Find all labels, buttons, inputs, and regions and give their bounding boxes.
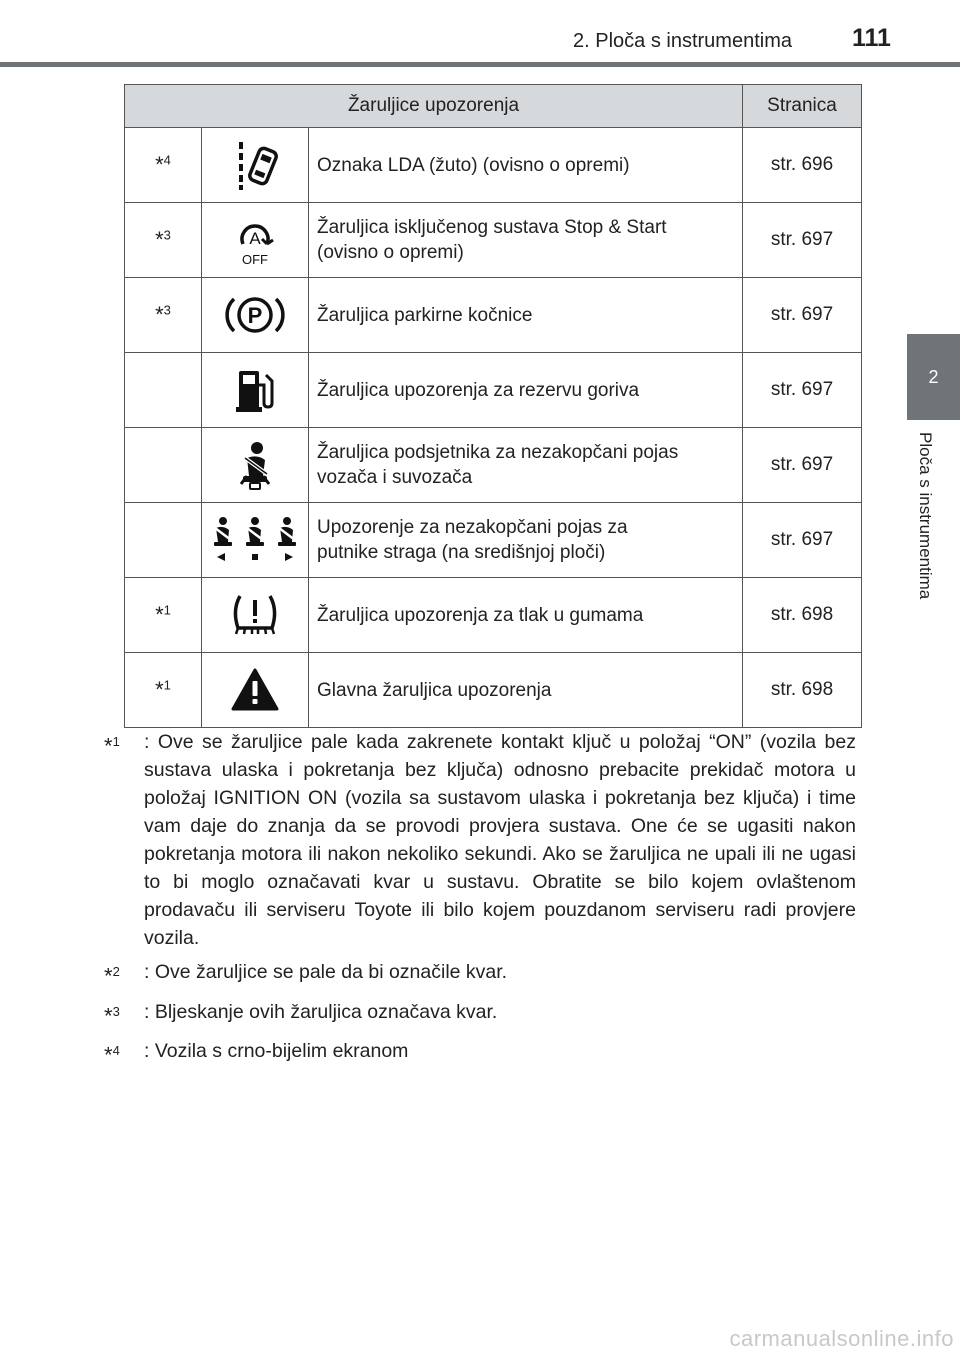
- watermark: carmanualsonline.info: [729, 1326, 954, 1351]
- page-reference: str. 698: [743, 653, 862, 728]
- table-row: [125, 278, 862, 353]
- fuel-pump-icon: [233, 365, 277, 415]
- stop-start-off-icon: [230, 214, 280, 266]
- tire-pressure-icon: [228, 590, 282, 640]
- footnote: *$^3$ : Bljeskanje ovih žaruljica označava kvar.: [104, 998, 856, 1032]
- page-reference: str. 697: [743, 503, 862, 578]
- rear-seatbelt-icon: [205, 515, 305, 565]
- svg-text:A: A: [249, 229, 261, 248]
- footnote-text: : Bljeskanje ovih žaruljica označava kvar.: [144, 1000, 498, 1023]
- header-rule: [0, 62, 960, 67]
- chapter-label: Ploča s instrumentima: [916, 432, 935, 600]
- table-row: [125, 578, 862, 653]
- footnotes: [104, 728, 856, 1077]
- table-row: [125, 128, 862, 203]
- light-description: Žaruljica isključenog sustava Stop & Start: [317, 217, 667, 238]
- warning-lights-table: [124, 84, 862, 728]
- table-row: [125, 653, 862, 728]
- light-description: Žaruljica upozorenja za tlak u gumama: [317, 604, 644, 626]
- table-row: Upozorenje za nezakopčani pojas za putnike straga (na središnjoj ploči) str. 697: [125, 503, 862, 578]
- parking-brake-icon: [225, 290, 285, 340]
- footnote-text: : Vozila s crno-bijelim ekranom: [144, 1040, 409, 1062]
- footnote-mark: [125, 503, 202, 578]
- svg-text:OFF: OFF: [242, 252, 268, 266]
- footnote-mark: [125, 428, 202, 503]
- page-reference: str. 698: [743, 578, 862, 653]
- light-description: Žaruljica parkirne kočnice: [317, 304, 533, 326]
- footnote-mark: *$^3$: [125, 278, 202, 353]
- footnote: *$^2$ : Ove žaruljice se pale da bi označile kvar.: [104, 958, 856, 992]
- page-reference: str. 697: [743, 353, 862, 428]
- seatbelt-reminder-icon: [233, 440, 277, 490]
- footnote-text: : Ove žaruljice se pale da bi označile kvar.: [144, 961, 508, 983]
- master-warning-icon: [230, 667, 280, 713]
- page-number: 111: [852, 24, 891, 52]
- table-row: [125, 353, 862, 428]
- lda-lane-departure-icon: [231, 139, 279, 191]
- table-row: Žaruljica podsjetnika za nezakopčani pojas vozača i suvozača str. 697: [125, 428, 862, 503]
- column-header-page: Stranica: [743, 85, 862, 128]
- page-reference: str. 697: [743, 203, 862, 278]
- table-header-row: [125, 85, 862, 128]
- chapter-number: 2: [928, 366, 939, 387]
- light-description: Oznaka LDA (žuto) (ovisno o opremi): [317, 154, 630, 176]
- page-reference: str. 697: [743, 278, 862, 353]
- footnote: *$^4$ : Vozila s crno-bijelim ekranom: [104, 1037, 856, 1071]
- page-reference: str. 696: [743, 128, 862, 203]
- svg-text:P: P: [247, 303, 263, 328]
- column-header-lights: Žaruljice upozorenja: [125, 85, 743, 128]
- page-reference: str. 697: [743, 428, 862, 503]
- table-row: *$^3$ A OFF Žaruljica isključenog sustava Stop & Start (ovisno o opremi) str. 697: [125, 203, 862, 278]
- footnote-mark: *$^1$: [125, 653, 202, 728]
- light-description: Upozorenje za nezakopčani pojas za: [317, 517, 628, 538]
- footnote: *$^1$ : Ove se žaruljice pale kada zakrenete kontakt ključ u položaj “ON” (vozila bez sustava ulaska i pokretanja bez ključa) odnosno prebacite prekidač motora u položaj IGNITION ON (vozila sa sustavom ulaska i pokretanja bez ključa) i time vam daje do znanja da se provodi provjera sustava. One će se ugasiti nakon pokretanja motora ili nakon nekoliko sekundi. Ako se žaruljica ne upali ili ne ugasi to bi moglo označavati kvar u sustavu. Obratite se bilo kojem ovlaštenom prodavaču ili serviseru Toyote ili bilo kojem pouzdanom serviseru radi provjere vozila.: [104, 728, 856, 952]
- light-description: Žaruljica upozorenja za rezervu goriva: [317, 379, 640, 401]
- footnote-mark: *$^4$: [125, 128, 202, 203]
- footnote-mark: *$^3$: [125, 203, 202, 278]
- footnote-mark: *$^1$: [125, 578, 202, 653]
- footnote-mark: [125, 353, 202, 428]
- light-description: Žaruljica podsjetnika za nezakopčani pojas: [317, 442, 679, 463]
- section-title: 2. Ploča s instrumentima: [573, 30, 792, 52]
- chapter-tab: [907, 334, 960, 420]
- light-description: Glavna žaruljica upozorenja: [317, 679, 552, 701]
- footnote-text: : Ove se žaruljice pale kada zakrenete kontakt ključ u položaj “ON” (vozila bez sustava ulaska i pokretanja bez ključa) odnosno prebacite prekidač motora u položaj IGNITION ON (vozila sa sustavom ulaska i pokretanja bez ključa) i time vam daje do znanja da se provodi provjera sustava. One će se ugasiti nakon pokretanja motora ili nakon nekoliko sekundi. Ako se žaruljica ne upali ili ne ugasi to bi moglo označavati kvar u sustavu. Obratite se bilo kojem ovlaštenom prodavaču ili serviseru Toyote ili bilo kojem pouzdanom serviseru radi provjere vozila.: [144, 731, 856, 949]
